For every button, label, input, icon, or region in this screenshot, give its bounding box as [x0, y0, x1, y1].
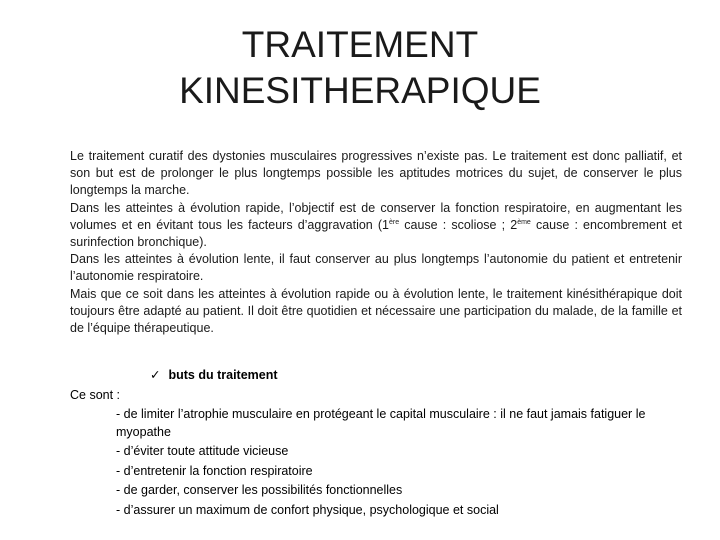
goals-list: [116, 406, 676, 522]
paragraph-2-part-2: cause : scoliose ; 2: [399, 217, 518, 232]
list-item: - d’éviter toute attitude vicieuse: [116, 444, 289, 459]
paragraph-4: Mais que ce soit dans les atteintes à évolution rapide ou à évolution lente, le traitement kinésithérapique doit toujours être adapté au patient. Il doit être quotidien et nécessaire une participation du malade, de la famille et de l’équipe thérapeutique.: [70, 286, 682, 336]
paragraph-2-part-1: Dans les atteintes à évolution rapide, l’objectif est de conserver la fonction respiratoire, en augmentant les volumes et en évitant tous les facteurs d’aggravation (1: [70, 200, 682, 232]
title-line-1: TRAITEMENT: [241, 24, 479, 65]
list-item: - d’assurer un maximum de confort physique, psychologique et social: [116, 502, 499, 517]
paragraph-2-part-3: cause : encombrement et surinfection bronchique).: [70, 217, 682, 250]
superscript-1: ère: [389, 218, 400, 226]
body-text: [70, 148, 682, 337]
slide-title: [0, 22, 720, 114]
section-heading-text: buts du traitement: [168, 368, 278, 382]
list-item: - de limiter l’atrophie musculaire en protégeant le capital musculaire : il ne faut jamais fatiguer le myopathe: [116, 407, 646, 439]
list-item: - d’entretenir la fonction respiratoire: [116, 463, 313, 478]
paragraph-1: Le traitement curatif des dystonies musculaires progressives n’existe pas. Le traitement est donc palliatif, et son but est de prolonger le plus longtemps possible les aptitudes motrices du sujet, de conserver le plus longtemps la marche.: [70, 149, 682, 198]
title-line-2: KINESITHERAPIQUE: [179, 70, 541, 111]
superscript-2: ème: [517, 218, 531, 226]
list-item: - de garder, conserver les possibilités fonctionnelles: [116, 483, 403, 498]
paragraph-2: [70, 200, 682, 252]
paragraph-3: Dans les atteintes à évolution lente, il faut conserver au plus longtemps l’autonomie du patient et entretenir l’autonomie respiratoire.: [70, 252, 682, 284]
section-intro: Ce sont :: [70, 388, 121, 402]
section-heading: [150, 367, 278, 384]
checkmark-icon: ✓: [150, 368, 161, 382]
